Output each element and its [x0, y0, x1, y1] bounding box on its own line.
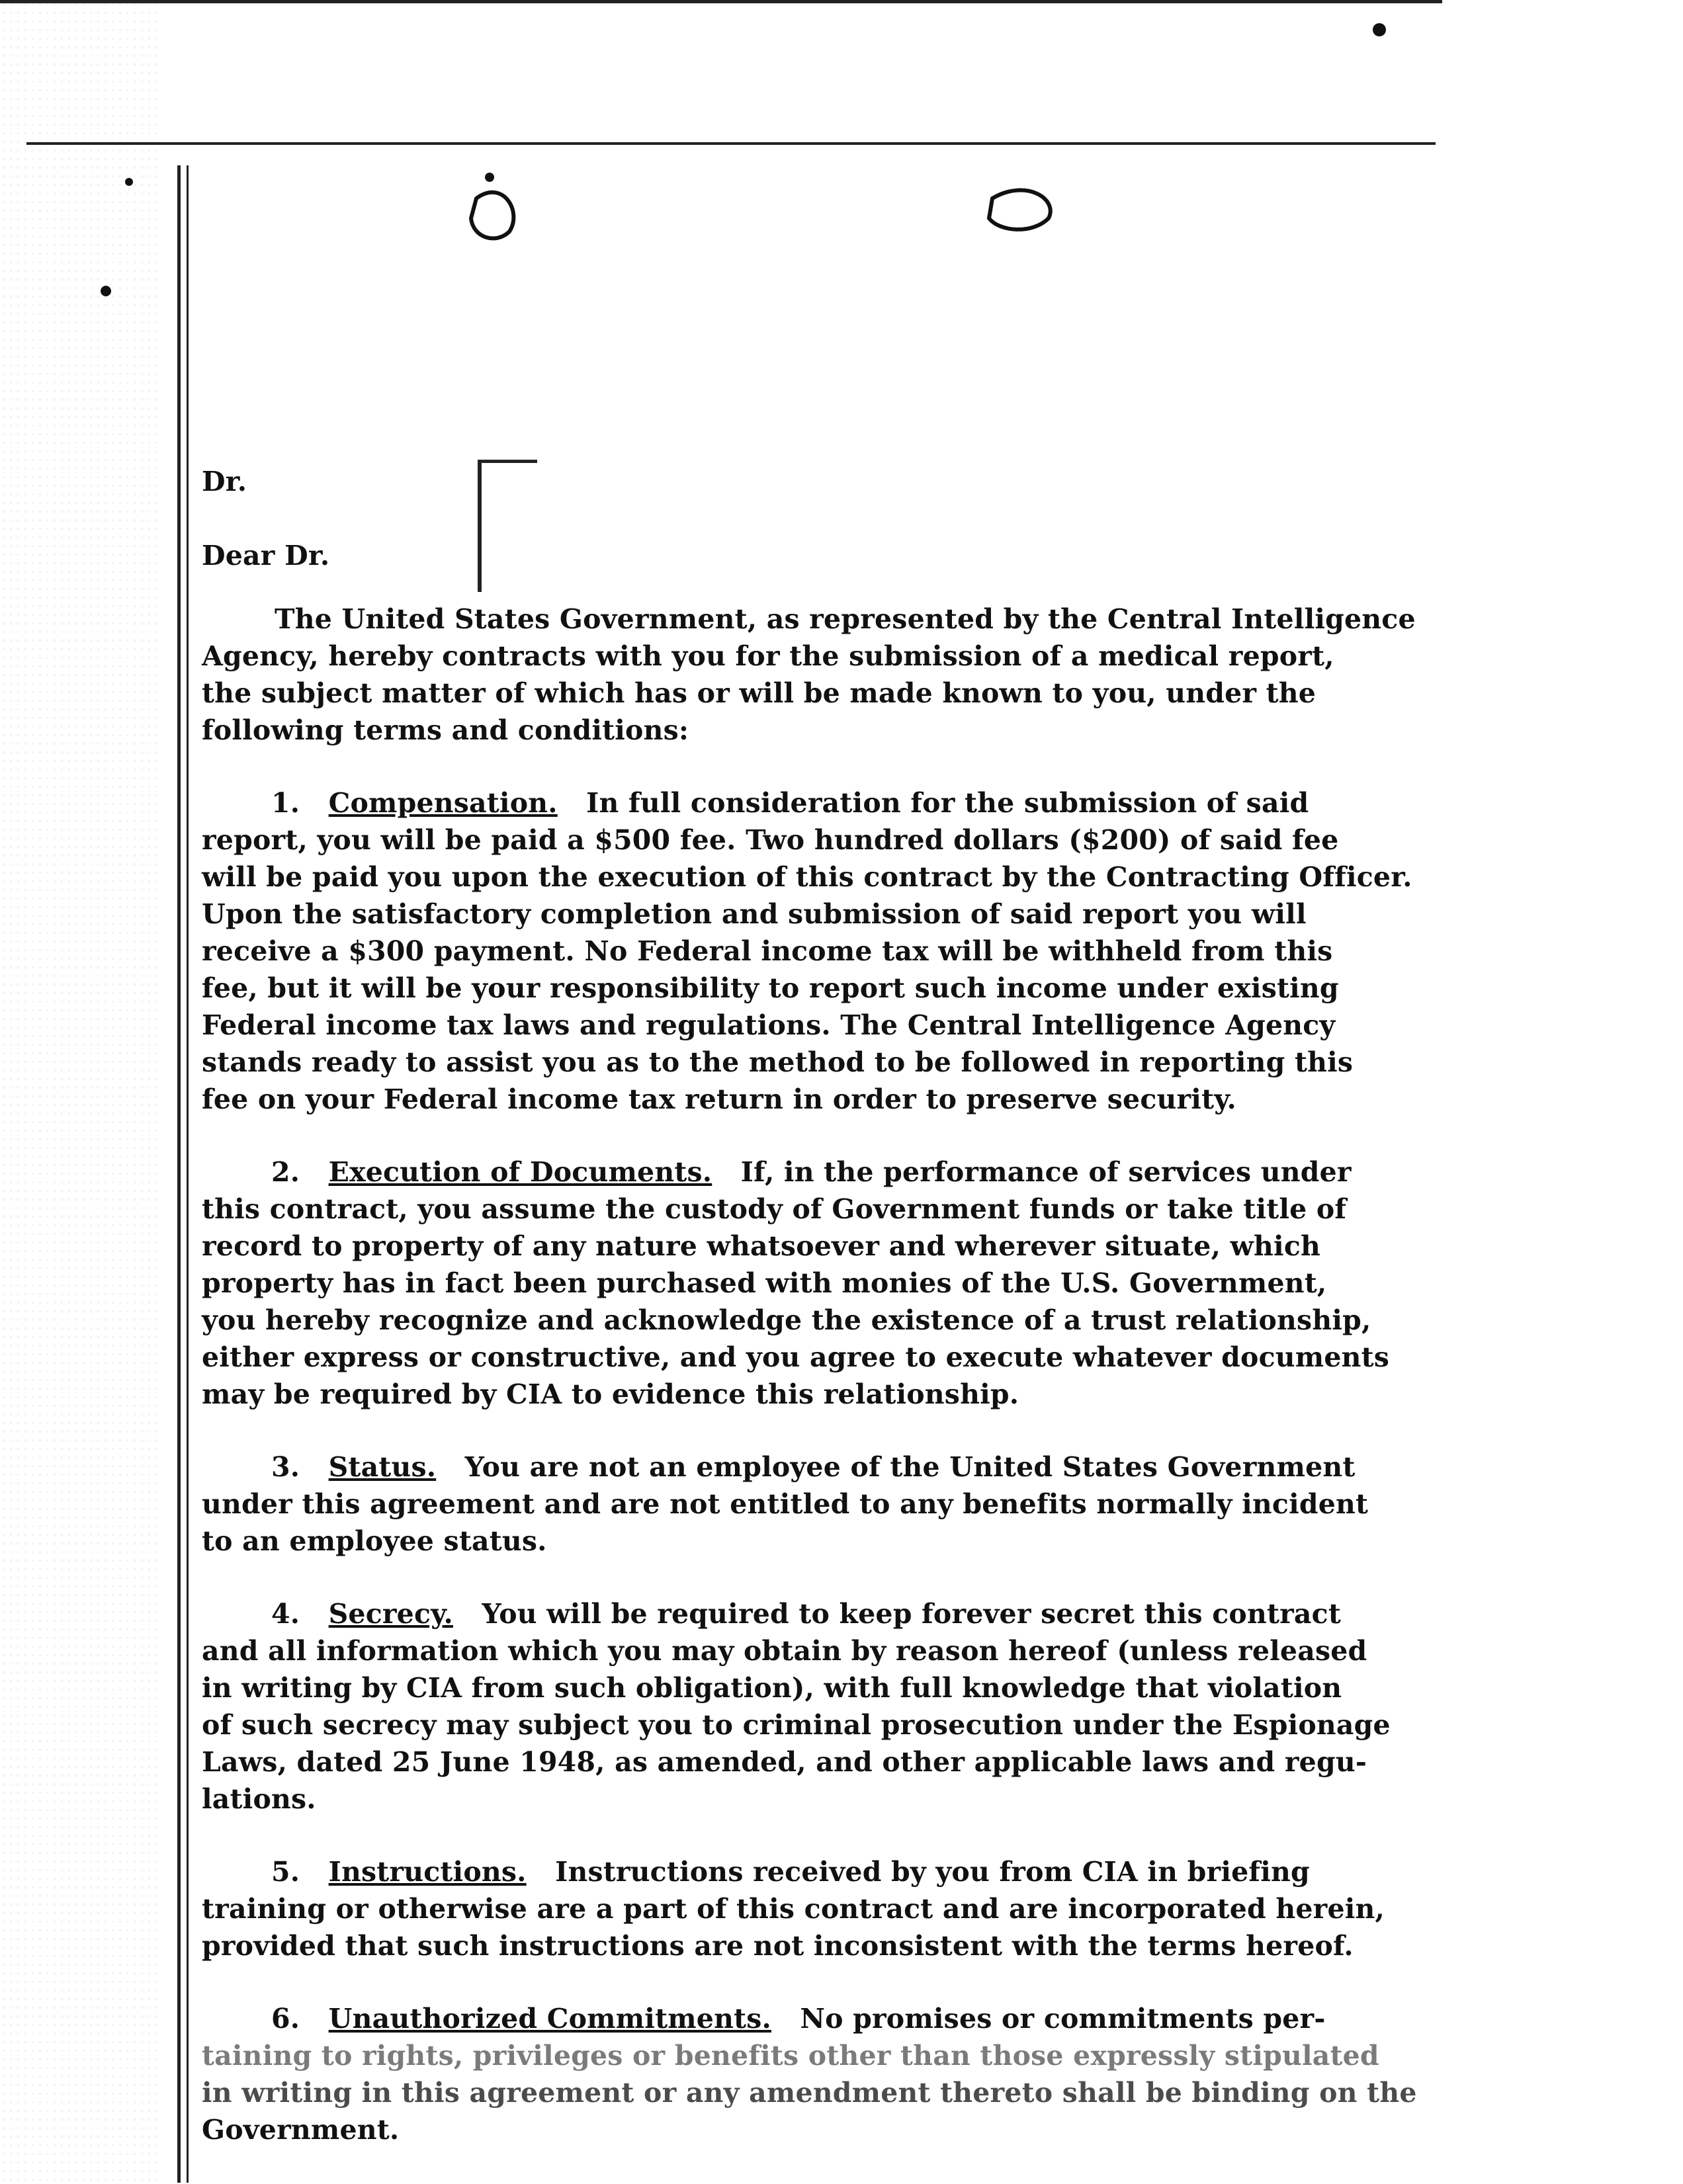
section-heading: Unauthorized Commitments.	[328, 2003, 771, 2035]
section-line: provided that such instructions are not inconsistent with the terms hereof.	[202, 1930, 1354, 1962]
addressee-line: Dr.	[202, 466, 247, 497]
speck	[1373, 23, 1386, 36]
speck	[125, 178, 133, 186]
section-line: Upon the satisfactory completion and submission of said report you will	[202, 898, 1307, 930]
section-line: report, you will be paid a $500 fee. Two hundred dollars ($200) of said fee	[202, 824, 1339, 856]
section-heading: Status.	[328, 1451, 437, 1483]
section-number: 1.	[271, 787, 300, 819]
section-line: Government.	[202, 2114, 400, 2146]
section-heading: Instructions.	[328, 1856, 527, 1888]
section-unauthorized-commitments	[202, 2000, 1446, 2148]
section-line: either express or constructive, and you agree to execute whatever documents	[202, 1341, 1390, 1373]
contract-letter	[202, 463, 1446, 2184]
section-execution-of-documents	[202, 1154, 1446, 1413]
section-line: record to property of any nature whatsoever and wherever situate, which	[202, 1230, 1320, 1262]
section-status	[202, 1449, 1446, 1560]
section-text: If, in the performance of services under	[740, 1156, 1352, 1188]
section-first-line	[202, 784, 1446, 821]
section-line: to an employee status.	[202, 1525, 547, 1557]
section-instructions	[202, 1853, 1446, 1964]
section-line: of such secrecy may subject you to criminal prosecution under the Espionage	[202, 1709, 1391, 1741]
section-line: will be paid you upon the execution of this contract by the Contracting Officer.	[202, 861, 1412, 893]
intro-paragraph	[202, 601, 1446, 749]
speck	[485, 173, 494, 182]
section-line: training or otherwise are a part of this contract and are incorporated herein,	[202, 1893, 1385, 1925]
section-text: Instructions received by you from CIA in briefing	[555, 1856, 1310, 1888]
section-line: Federal income tax laws and regulations. The Central Intelligence Agency	[202, 1009, 1336, 1041]
section-first-line	[202, 2000, 1446, 2037]
section-number: 4.	[271, 1598, 300, 1630]
section-line: in writing by CIA from such obligation), with full knowledge that violation	[202, 1672, 1342, 1704]
section-compensation	[202, 784, 1446, 1118]
section-line: you hereby recognize and acknowledge the existence of a trust relationship,	[202, 1304, 1371, 1336]
section-text: You are not an employee of the United States Government	[464, 1451, 1356, 1483]
speck	[101, 286, 111, 296]
section-line: Laws, dated 25 June 1948, as amended, and other applicable laws and regu-	[202, 1746, 1367, 1778]
section-line: receive a $300 payment. No Federal income tax will be withheld from this	[202, 935, 1333, 967]
section-line: property has in fact been purchased with monies of the U.S. Government,	[202, 1267, 1327, 1299]
section-secrecy	[202, 1595, 1446, 1818]
section-number: 5.	[271, 1856, 300, 1888]
section-text: In full consideration for the submission of said	[586, 787, 1309, 819]
intro-line: following terms and conditions:	[202, 714, 689, 746]
section-first-line	[202, 1595, 1446, 1632]
section-text: You will be required to keep forever secret this contract	[482, 1598, 1341, 1630]
section-number: 2.	[271, 1156, 300, 1188]
section-number: 6.	[271, 2003, 300, 2035]
section-line: and all information which you may obtain by reason hereof (unless released	[202, 1635, 1367, 1667]
intro-line: Agency, hereby contracts with you for the submission of a medical report,	[202, 640, 1334, 672]
section-line: fee, but it will be your responsibility to report such income under existing	[202, 972, 1339, 1004]
section-first-line	[202, 1449, 1446, 1486]
section-heading: Execution of Documents.	[328, 1156, 712, 1188]
section-line: this contract, you assume the custody of Government funds or take title of	[202, 1193, 1347, 1225]
section-line: lations.	[202, 1783, 316, 1815]
intro-line: The United States Government, as represented by the Central Intelligence	[275, 603, 1416, 635]
section-line: fee on your Federal income tax return in order to preserve security.	[202, 1083, 1237, 1115]
salutation: Dear Dr.	[202, 540, 330, 571]
section-first-line	[202, 1853, 1446, 1890]
section-line: in writing in this agreement or any amendment thereto shall be binding on the	[202, 2077, 1417, 2109]
section-heading: Compensation.	[328, 787, 558, 819]
section-number: 3.	[271, 1451, 300, 1483]
intro-line: the subject matter of which has or will be made known to you, under the	[202, 677, 1316, 709]
section-line: may be required by CIA to evidence this relationship.	[202, 1378, 1019, 1410]
section-line: under this agreement and are not entitled to any benefits normally incident	[202, 1488, 1369, 1520]
section-first-line	[202, 1154, 1446, 1191]
section-line: taining to rights, privileges or benefits other than those expressly stipulated	[202, 2040, 1379, 2072]
punch-hole-left	[471, 192, 513, 239]
section-text: No promises or commitments per-	[800, 2003, 1326, 2035]
section-line: stands ready to assist you as to the method to be followed in reporting this	[202, 1046, 1354, 1078]
section-heading: Secrecy.	[328, 1598, 453, 1630]
punch-hole-right	[989, 190, 1051, 230]
